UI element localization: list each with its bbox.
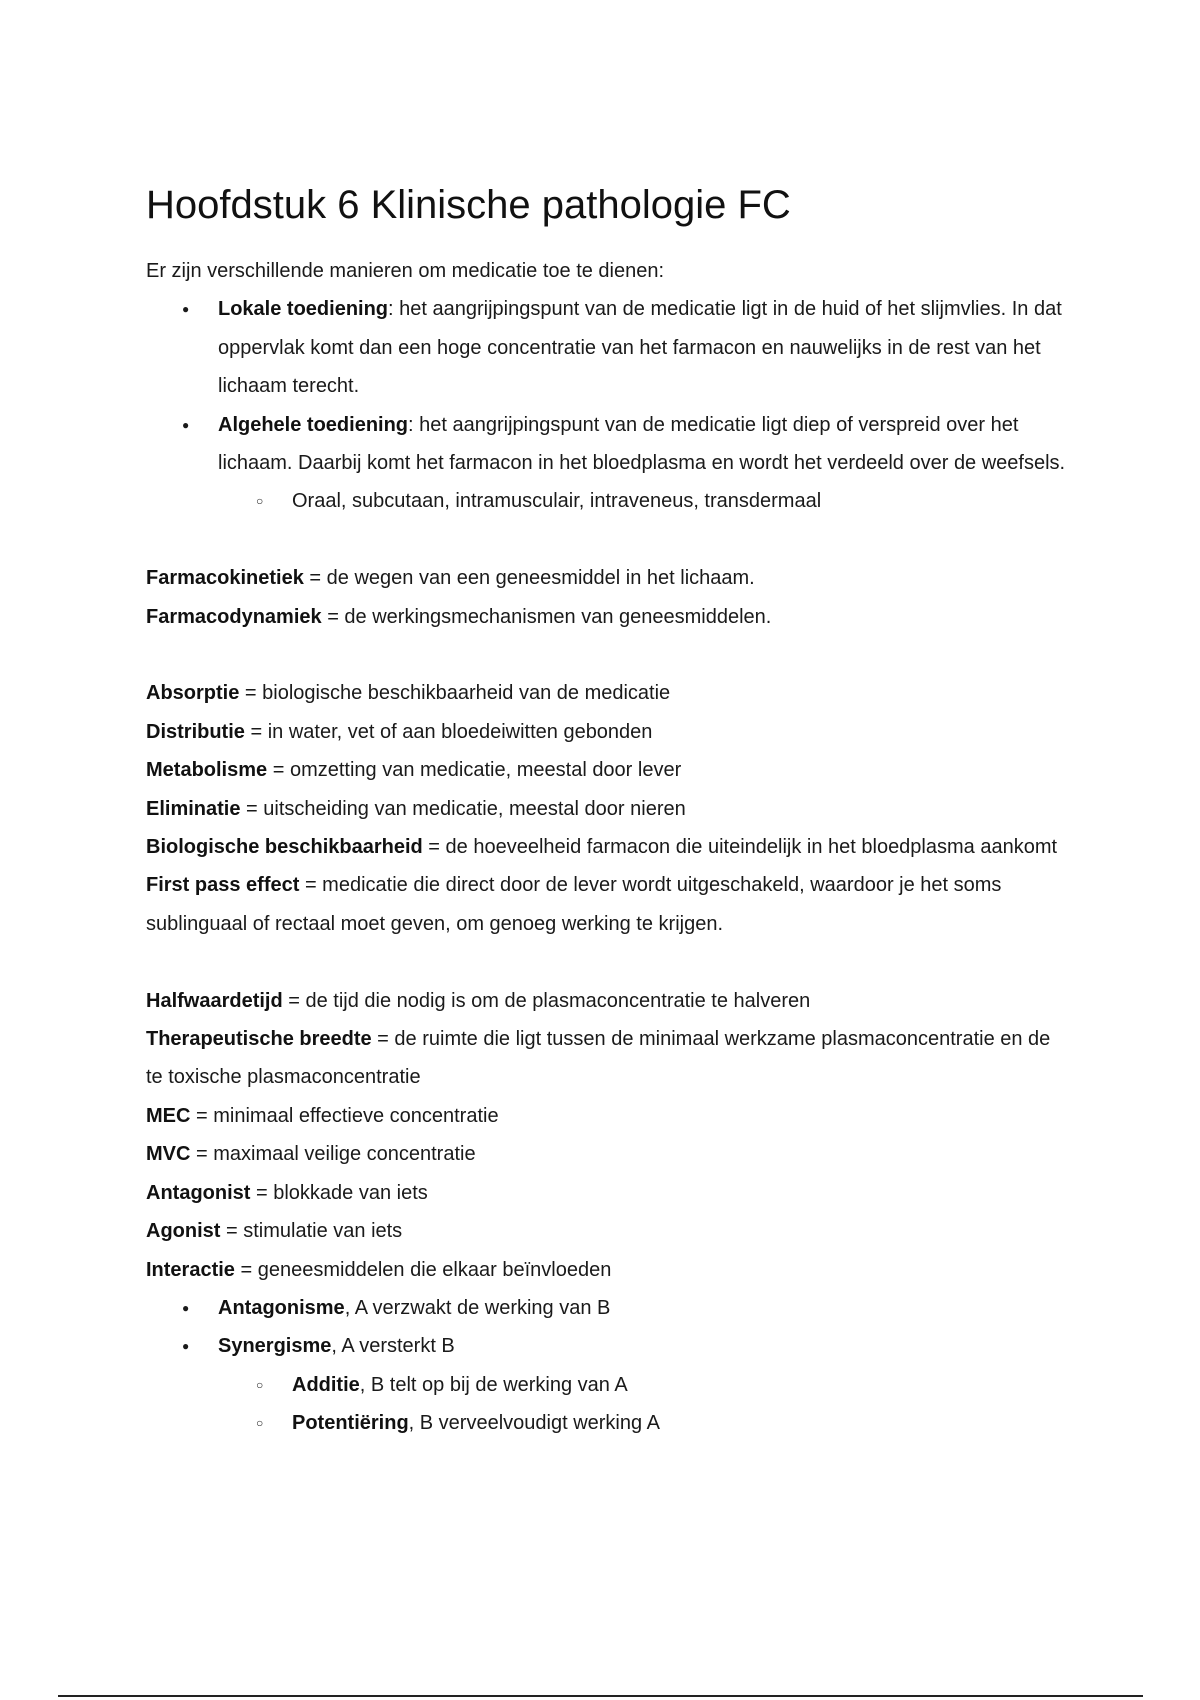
spacer — [146, 943, 1066, 981]
definition: = de hoeveelheid farmacon die uiteindelijk in het bloedplasma aankomt — [422, 836, 1058, 859]
definition: , B verveelvoudigt werking A — [408, 1412, 660, 1435]
list-item — [146, 290, 1066, 405]
term: Halfwaardetijd — [146, 989, 283, 1012]
document-content — [146, 180, 1066, 1443]
definition-line — [146, 790, 1066, 828]
definition: = geneesmiddelen die elkaar beïnvloeden — [234, 1258, 612, 1281]
term: Biologische beschikbaarheid — [146, 836, 423, 859]
toediening-sublist — [218, 482, 1066, 520]
definition: = uitscheiding van medicatie, meestal door nieren — [240, 797, 686, 820]
definition-line — [146, 828, 1066, 866]
definition-line — [146, 1251, 1066, 1289]
intro-text: Er zijn verschillende manieren om medicatie toe te dienen: — [146, 260, 665, 282]
definition: = de werkingsmechanismen van geneesmiddelen. — [321, 605, 772, 628]
term: Additie — [292, 1373, 360, 1396]
definition: : het aangrijpingspunt van de medicatie ligt in de huid of het slijmvlies. In dat oppervlak komt dan een hoge concentratie van het farmacon en nauwelijks in de rest van het lichaam terecht. — [218, 298, 1062, 398]
list-item — [146, 1404, 1066, 1442]
definition: = omzetting van medicatie, meestal door lever — [267, 759, 682, 782]
term: Algehele toediening — [218, 413, 409, 436]
term: Synergisme — [218, 1335, 332, 1358]
term: Antagonist — [146, 1181, 251, 1204]
definition: = minimaal effectieve concentratie — [190, 1104, 499, 1127]
term: Eliminatie — [146, 797, 241, 820]
definition: = de ruimte die ligt tussen de minimaal werkzame plasmaconcentratie en de te toxische plasmaconcentratie — [146, 1028, 1051, 1089]
list-item — [146, 1289, 1066, 1327]
definition: = maximaal veilige concentratie — [190, 1143, 476, 1166]
toediening-list — [146, 290, 1066, 520]
page-title: Hoofdstuk 6 Klinische pathologie FC — [146, 183, 791, 227]
synergisme-sublist — [218, 1366, 1066, 1443]
term: Antagonisme — [218, 1296, 345, 1319]
definition-line — [146, 674, 1066, 712]
definition-line — [146, 751, 1066, 789]
definition: = medicatie die direct door de lever wordt uitgeschakeld, waardoor je het soms sublinguaal of rectaal moet geven, om genoeg werking te krijgen. — [146, 874, 1002, 935]
definition-line — [146, 1097, 1066, 1135]
term: Interactie — [146, 1258, 235, 1281]
term: MEC — [146, 1104, 191, 1127]
definition-line — [146, 713, 1066, 751]
definition: = in water, vet of aan bloedeiwitten gebonden — [244, 720, 653, 743]
term: Metabolisme — [146, 759, 268, 782]
list-item: ○ Oraal, subcutaan, intramusculair, intraveneus, transdermaal — [146, 482, 1066, 520]
definition-line — [146, 1135, 1066, 1173]
definition-line — [146, 598, 1066, 636]
page-bottom-rule — [58, 1695, 1143, 1697]
term: Agonist — [146, 1220, 221, 1243]
term: Farmacokinetiek — [146, 567, 304, 590]
term: Absorptie — [146, 682, 240, 705]
definition: , B telt op bij de werking van A — [359, 1373, 628, 1396]
definition: = biologische beschikbaarheid van de medicatie — [239, 682, 671, 705]
definition-line — [146, 1174, 1066, 1212]
interactie-list — [146, 1289, 1066, 1443]
list-item — [146, 406, 1066, 521]
spacer — [146, 636, 1066, 674]
term: First pass effect — [146, 874, 300, 897]
definition: , A versterkt B — [331, 1335, 455, 1358]
definition: = de wegen van een geneesmiddel in het lichaam. — [303, 567, 755, 590]
definition: = de tijd die nodig is om de plasmaconcentratie te halveren — [282, 989, 811, 1012]
definition: : het aangrijpingspunt van de medicatie ligt diep of verspreid over het lichaam. Daarbij komt het farmacon in het bloedplasma en wordt het verdeeld over de weefsels. — [218, 413, 1066, 475]
definition-line — [146, 1212, 1066, 1250]
term: Lokale toediening — [218, 298, 389, 321]
spacer — [146, 521, 1066, 559]
term: Farmacodynamiek — [146, 605, 322, 628]
list-item — [146, 1327, 1066, 1442]
definition: = stimulatie van iets — [220, 1220, 403, 1243]
term: Distributie — [146, 720, 245, 743]
term: Therapeutische breedte — [146, 1028, 372, 1051]
definition-line — [146, 866, 1066, 943]
list-item — [146, 1366, 1066, 1404]
definition: = blokkade van iets — [250, 1181, 428, 1204]
definition: , A verzwakt de werking van B — [344, 1296, 611, 1319]
definition-line — [146, 559, 1066, 597]
term: MVC — [146, 1143, 191, 1166]
definition-line — [146, 982, 1066, 1020]
term: Potentiëring — [292, 1412, 409, 1435]
definition-line — [146, 1020, 1066, 1097]
